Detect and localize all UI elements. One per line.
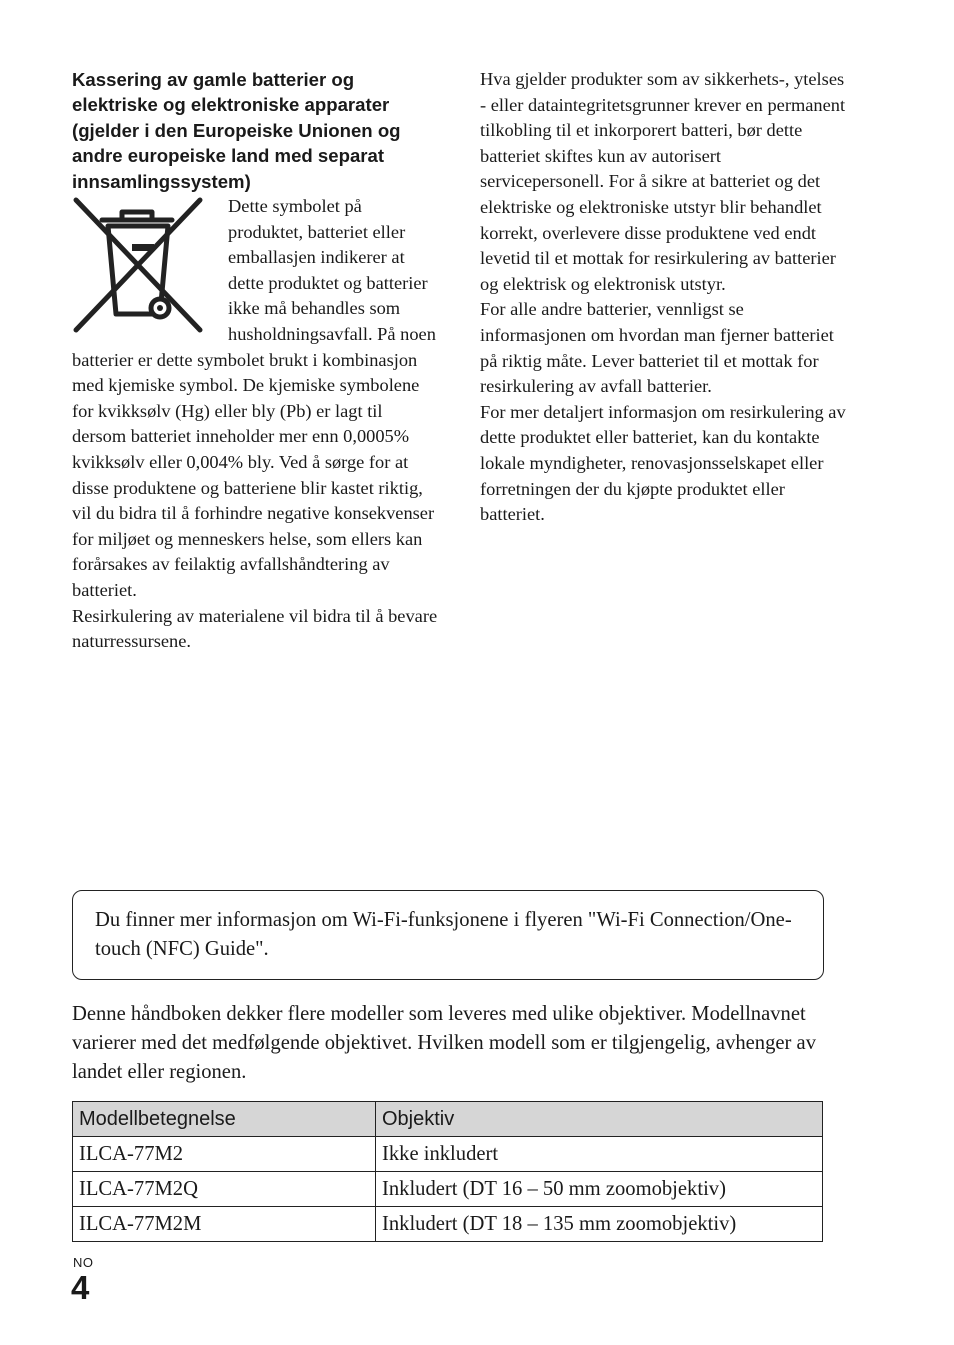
table-header-row (73, 1102, 823, 1137)
battery-paragraph-1: Hva gjelder produkter som av sikkerhets-, ytelses - eller dataintegritetsgrunner krever en permanent tilkobling til et inkorporert batteri, bør dette batteriet skiftes kun av autorisert servicepersonell. For å sikre at batteriet og det elektriske og elektroniske utstyr blir behandlet korrekt, overlevere disse produktene ved endt levetid til et mottak for resirkulering av batterier og elektrisk og elektronisk utstyr. (480, 69, 846, 294)
table-row (73, 1207, 823, 1242)
cell-model: ILCA-77M2M (73, 1207, 376, 1242)
wifi-info-text: Du finner mer informasjon om Wi-Fi-funksjonene i flyeren "Wi-Fi Connection/One-touch (NFC) Guide". (95, 909, 792, 960)
model-table (72, 1101, 823, 1242)
header-model: Modellbetegnelse (73, 1102, 376, 1137)
cell-model: ILCA-77M2Q (73, 1172, 376, 1207)
page-number: 4 (71, 1269, 90, 1306)
page-language-code: NO (73, 1255, 94, 1270)
disposal-paragraph-2: Resirkulering av materialene vil bidra til å bevare naturressursene. (72, 605, 438, 652)
cell-lens: Ikke inkludert (376, 1137, 823, 1172)
cell-lens: Inkludert (DT 16 – 50 mm zoomobjektiv) (376, 1172, 823, 1207)
cell-lens: Inkludert (DT 18 – 135 mm zoomobjektiv) (376, 1207, 823, 1242)
header-lens: Objektiv (376, 1102, 823, 1137)
battery-paragraph-2: For alle andre batterier, vennligst se informasjonen om hvordan man fjerner batteriet på riktig måte. Lever batteriet til et mottak for resirkulering av avfall batterier. (480, 299, 834, 397)
cell-model: ILCA-77M2 (73, 1137, 376, 1172)
left-column (72, 67, 438, 655)
battery-paragraph-3: For mer detaljert informasjon om resirkulering av dette produktet eller batteriet, kan du kontakte lokale myndigheter, renovasjonsselskapet eller forretningen der du kjøpte produktet eller batteriet. (480, 401, 846, 525)
disposal-heading: Kassering av gamle batterier og elektriske og elektroniske apparater (gjelder i den Europeiske Unionen og andre europeiske land med separat innsamlingssystem) (72, 69, 401, 192)
table-row (73, 1172, 823, 1207)
right-column (480, 67, 846, 528)
table-row (73, 1137, 823, 1172)
crossed-out-wheeled-bin-icon (72, 196, 204, 334)
models-intro: Denne håndboken dekker flere modeller som leveres med ulike objektiver. Modellnavnet varierer med det medfølgende objektivet. Hvilken modell som er tilgjengelig, avhenger av landet eller regionen. (72, 1003, 816, 1083)
wifi-info-box (72, 890, 824, 980)
disposal-paragraph-1: Dette symbolet på produktet, batteriet eller emballasjen indikerer at dette produktet og batterier ikke må behandles som husholdningsavfall. På noen batterier er dette symbolet brukt i kombinasjon med kjemiske symbol. De kjemiske symbolene for kvikksølv (Hg) eller bly (Pb) er lagt til dersom batteriet inneholder mer enn 0,0005% kvikksølv eller 0,004% bly. Ved å sørge for at disse produktene og batteriene blir kastet riktig, vil du bidra til å forhindre negative konsekvenser for miljøet og menneskers helse, som ellers kan forårsakes av feilaktig avfallshåndtering av batteriet. (72, 196, 436, 600)
